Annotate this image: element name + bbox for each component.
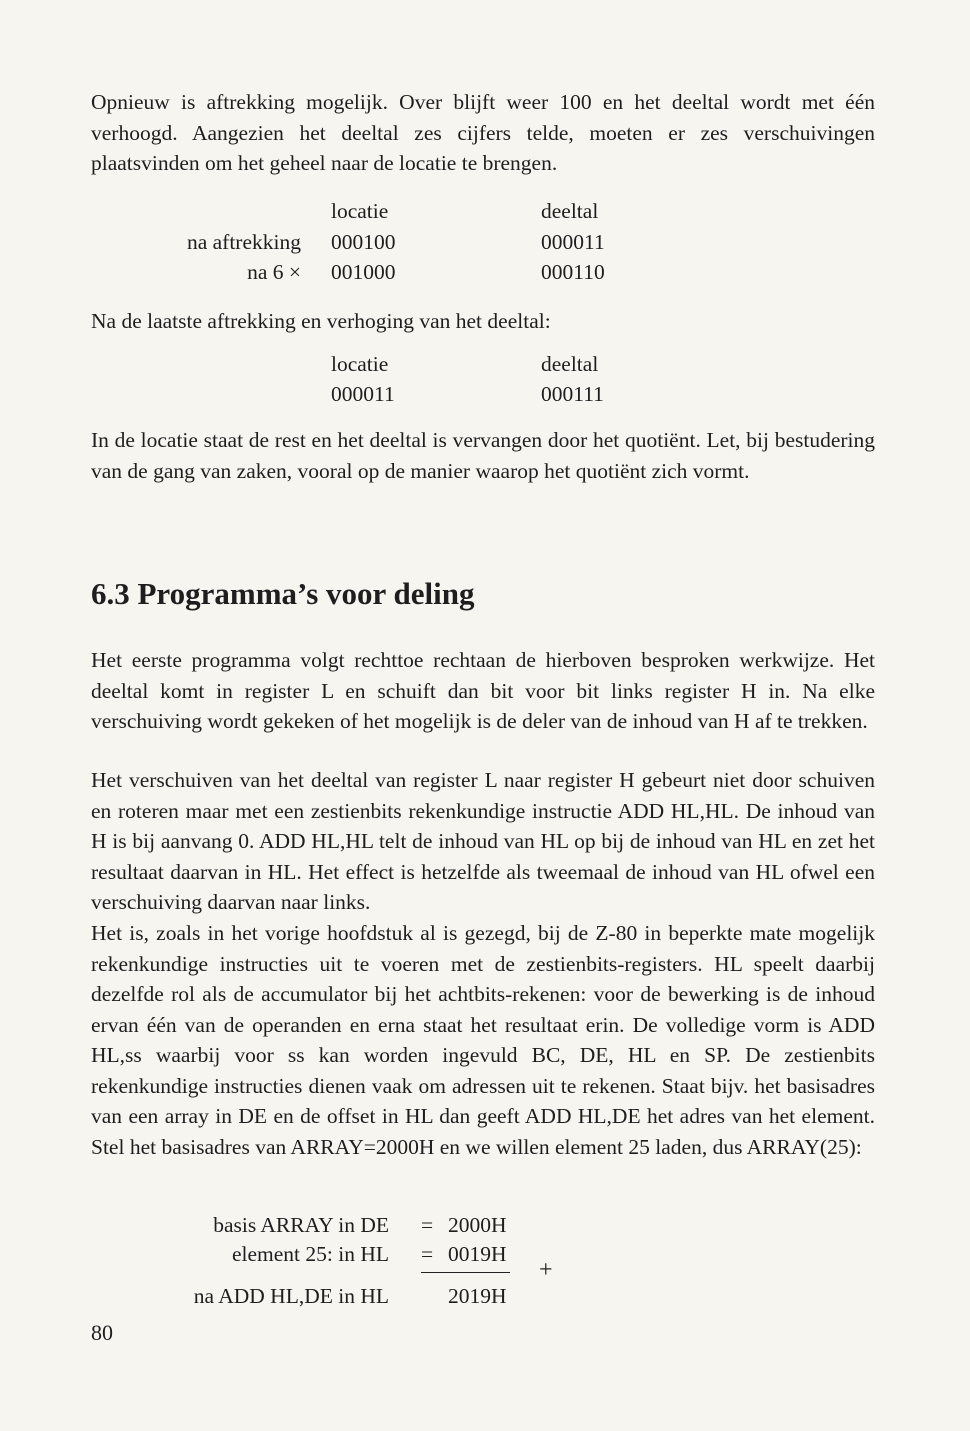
paragraph-conclusion: In de locatie staat de rest en het deeltal is vervangen door het quotiënt. Let, bij bestudering van de gang van zaken, vooral op de manier waarop het quotiënt zich vormt. bbox=[91, 428, 875, 483]
sum-rule bbox=[421, 1272, 510, 1273]
paragraph-after-subtraction: Na de laatste aftrekking en verhoging van het deeltal: bbox=[91, 309, 551, 333]
page-number: 80 bbox=[91, 1320, 113, 1345]
table2-cell-deeltal: 000111 bbox=[541, 382, 604, 406]
table1-row-label: na 6 × bbox=[247, 260, 301, 284]
table2-cell-locatie: 000011 bbox=[331, 382, 395, 406]
paragraph-intro: Opnieuw is aftrekking mogelijk. Over blijft weer 100 en het deeltal wordt met één verhoogd. Aangezien het deeltal zes cijfers telde, moeten er zes verschuivingen plaatsvinden om het geheel naar de locatie te brengen. bbox=[91, 90, 875, 175]
table2-header-deeltal: deeltal bbox=[541, 352, 599, 376]
paragraph-shifting: Het verschuiven van het deeltal van register L naar register H gebeurt niet door schuiven en roteren maar met een zestienbits rekenkundige instructie ADD HL,HL. De inhoud van H is bij aanvang 0. ADD HL,HL telt de inhoud van HL op bij de inhoud van HL en zet het resultaat daarvan in HL. Het effect is hetzelfde als tweemaal de inhoud van HL ofwel een verschuiving daarvan naar links. bbox=[91, 768, 875, 914]
section-heading: 6.3 Programma’s voor deling bbox=[91, 576, 475, 611]
table1-row-label: na aftrekking bbox=[186, 230, 301, 254]
calc-label: basis ARRAY in DE bbox=[213, 1213, 389, 1237]
table1-cell-locatie: 001000 bbox=[331, 260, 396, 284]
calc-label: element 25: in HL bbox=[231, 1242, 389, 1266]
calc-label: na ADD HL,DE in HL bbox=[193, 1284, 389, 1308]
calc-value: 0019H bbox=[448, 1242, 507, 1266]
table1-cell-deeltal: 000011 bbox=[541, 230, 605, 254]
calc-equals: = bbox=[421, 1242, 434, 1266]
table1-cell-locatie: 000100 bbox=[331, 230, 396, 254]
calc-value: 2000H bbox=[448, 1213, 507, 1237]
calc-value: 2019H bbox=[448, 1284, 507, 1308]
paragraph-program-intro: Het eerste programma volgt rechttoe rechtaan de hierboven besproken werkwijze. Het deeltal komt in register L en schuift dan bit voor bit links register H in. Na elke verschuiving wordt gekeken of het mogelijk is de deler van de inhoud van H af te trekken. bbox=[91, 648, 875, 733]
table1-header-deeltal: deeltal bbox=[541, 199, 599, 223]
paragraph-sixteen-bit: Het is, zoals in het vorige hoofdstuk al is gezegd, bij de Z-80 in beperkte mate mogelijk rekenkundige instructies uit te voeren met de zestienbits-registers. HL speelt daarbij dezelfde rol als de accumulator bij het achtbits-rekenen: voor de bewerking is de inhoud ervan één van de operanden en erna staat het resultaat erin. De volledige vorm is ADD HL,ss waarbij voor ss kan worden ingevuld BC, DE, HL en SP. De zestienbits rekenkundige instructies dienen vaak om adressen uit te rekenen. Staat bijv. het basisadres van een array in DE en de offset in HL dan geeft ADD HL,DE het adres van het element. Stel het basisadres van ARRAY=2000H en we willen element 25 laden, dus ARRAY(25): bbox=[91, 921, 875, 1159]
table1-header-locatie: locatie bbox=[331, 199, 389, 223]
table1-cell-deeltal: 000110 bbox=[541, 260, 605, 284]
table2-header-locatie: locatie bbox=[331, 352, 389, 376]
calc-equals: = bbox=[421, 1213, 434, 1237]
plus-sign: + bbox=[539, 1257, 553, 1283]
